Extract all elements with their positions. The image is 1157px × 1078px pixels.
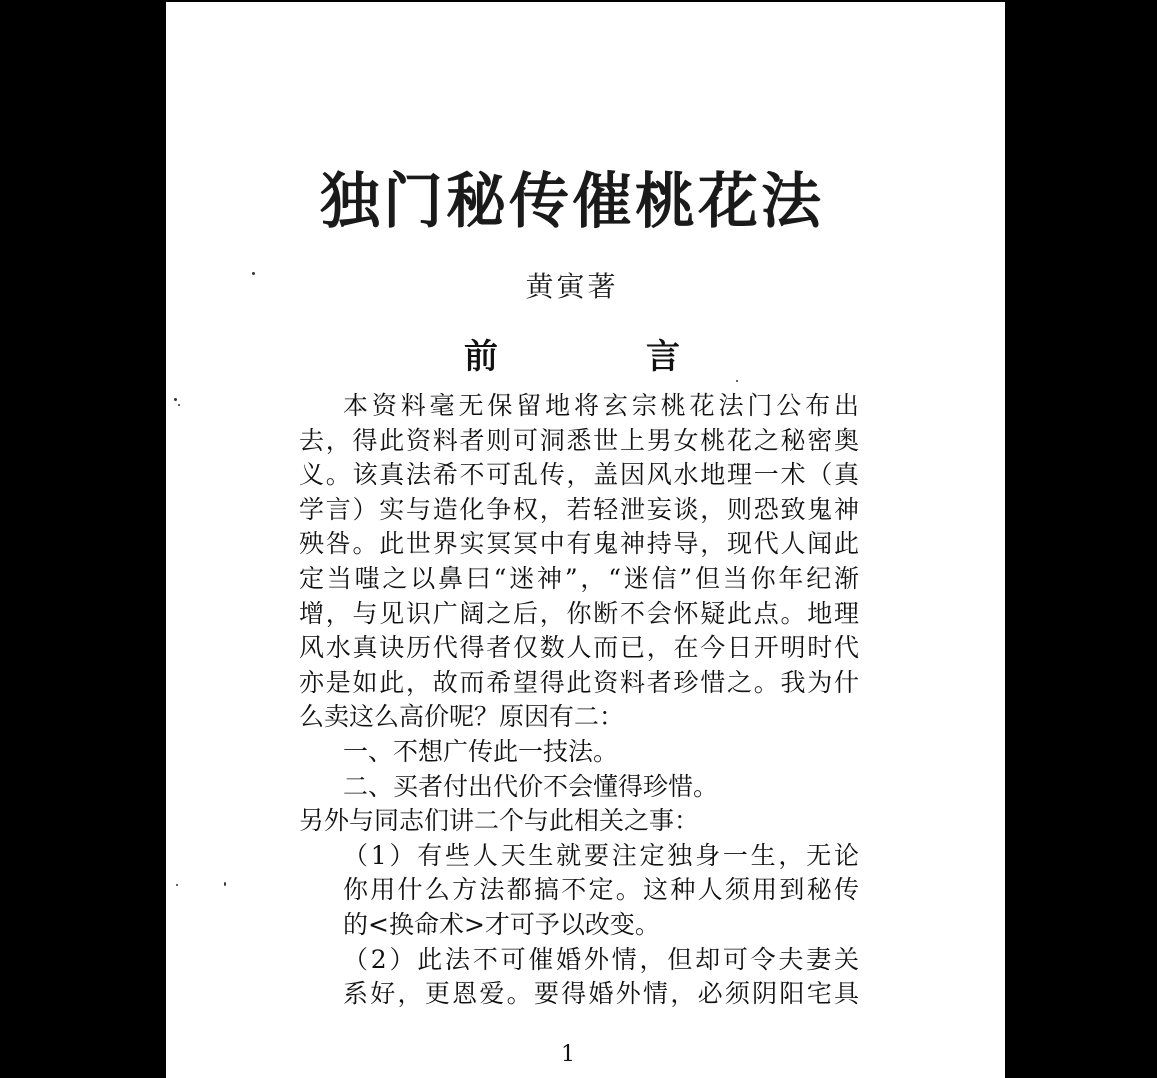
numbered-item-line: （1）有些人天生就要注定独身一生，无论 (343, 840, 859, 870)
text-line: 去，得此资料者则可洞悉世上男女桃花之秘密奥 (299, 425, 859, 455)
scan-speck (224, 882, 226, 886)
document-page (166, 2, 1005, 1078)
list-item: 二、买者付出代价不会懂得珍惜。 (343, 771, 719, 801)
numbered-item-line: （2）此法不可催婚外情，但却可令夫妻关 (343, 944, 859, 974)
text-line: 么卖这么高价呢？原因有二： (299, 702, 625, 732)
text-line: 殃咎。此世界实冥冥中有鬼神持导，现代人闻此 (299, 529, 859, 559)
text-line: 定当嗤之以鼻曰“迷神”，“迷信”但当你年纪渐 (299, 563, 859, 593)
scan-speck (174, 398, 177, 401)
author-line: 黄寅著 (525, 270, 619, 303)
text-line: 本资料毫无保留地将玄宗桃花法门公布出 (343, 391, 859, 420)
scan-speck (176, 884, 178, 886)
text-line: 另外与同志们讲二个与此相关之事： (299, 806, 700, 836)
section-heading-char-2: 言 (646, 337, 680, 377)
text-line: 学言）实与造化争权，若轻泄妄谈，则恐致鬼神 (299, 494, 859, 524)
page-number: 1 (561, 1042, 575, 1067)
numbered-item-line: 的<换命术>才可予以改变。 (343, 909, 660, 939)
scan-speck (178, 404, 180, 406)
scan-speck (252, 272, 255, 275)
numbered-item-line: 系好，更恩爱。要得婚外情，必须阴阳宅具 (343, 979, 859, 1009)
numbered-item-line: 你用什么方法都搞不定。这种人须用到秘传 (343, 875, 859, 905)
document-title: 独门秘传催桃花法 (320, 167, 824, 237)
text-line: 义。该真法希不可乱传，盖因风水地理一术（真 (299, 460, 859, 490)
section-heading-char-1: 前 (464, 337, 498, 377)
text-line: 增，与见识广阔之后，你断不会怀疑此点。地理 (299, 598, 859, 628)
text-line: 亦是如此，故而希望得此资料者珍惜之。我为什 (299, 667, 859, 697)
list-item: 一、不想广传此一技法。 (343, 736, 619, 766)
text-line: 风水真诀历代得者仅数人而已，在今日开明时代 (299, 633, 859, 663)
preface-body (299, 389, 859, 1012)
scan-speck (736, 380, 738, 382)
